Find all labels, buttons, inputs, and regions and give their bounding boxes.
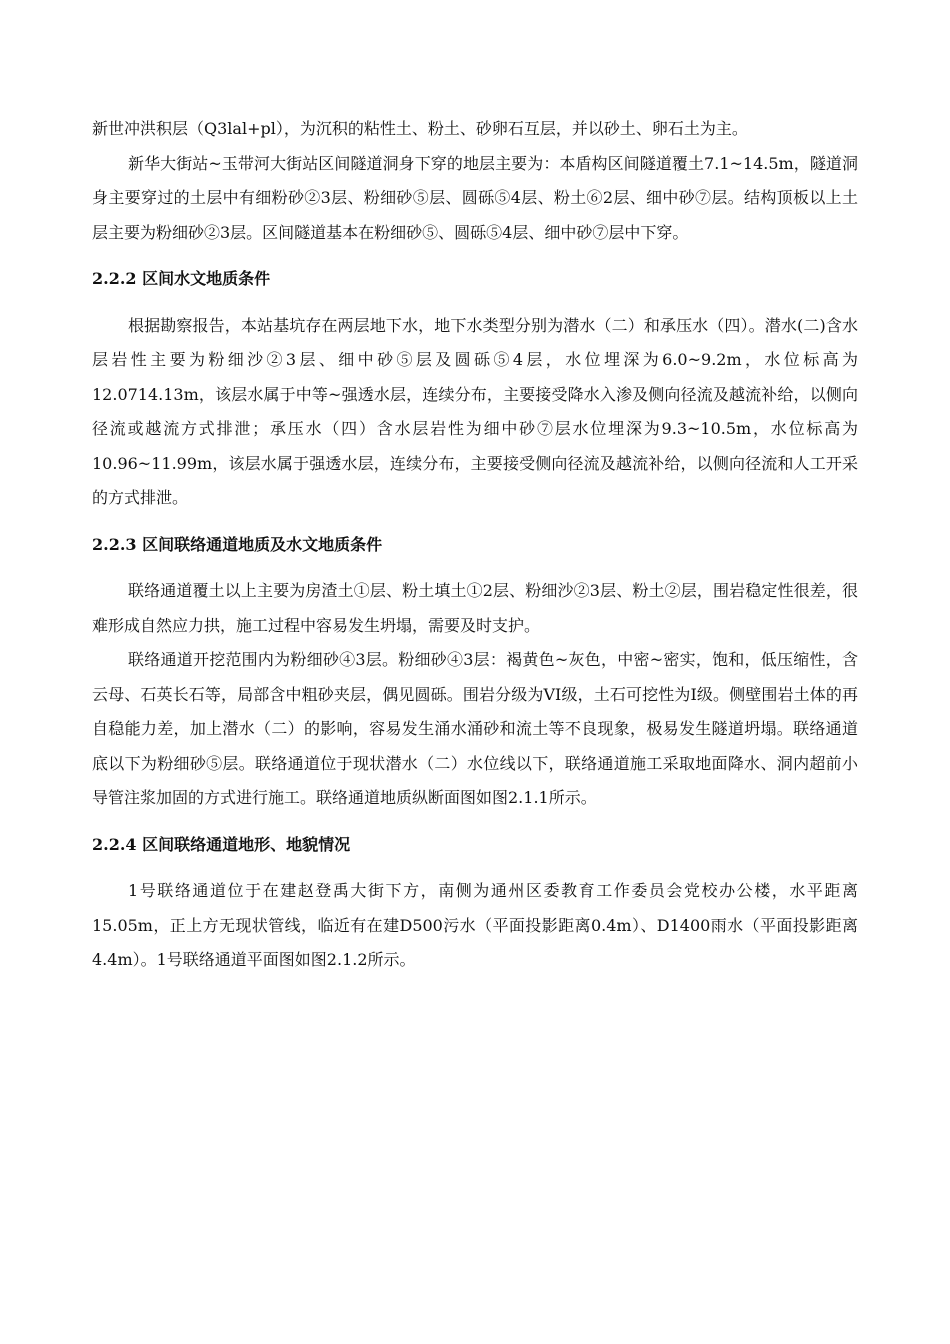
document-page [92, 112, 858, 978]
paragraph-tunnel-strata: 新华大街站~玉带河大街站区间隧道洞身下穿的地层主要为：本盾构区间隧道覆土7.1~14.5m，隧道洞身主要穿过的土层中有细粉砂②3层、粉细砂⑤层、圆砾⑤4层、粉土⑥2层、细中砂⑦层。结构顶板以上土层主要为粉细砂②3层。区间隧道基本在粉细砂⑤、圆砾⑤4层、细中砂⑦层中下穿。 [92, 153, 858, 242]
paragraph-groundwater: 根据勘察报告，本站基坑存在两层地下水，地下水类型分别为潜水（二）和承压水（四）。潜水(二)含水层岩性主要为粉细沙②3层、细中砂⑤层及圆砾⑤4层，水位埋深为6.0~9.2m，水位标高为12.0714.13m，该层水属于中等~强透水层，连续分布，主要接受降水入渗及侧向径流及越流补给，以侧向径流或越流方式排泄；承压水（四）含水层岩性为细中砂⑦层水位埋深为9.3~10.5m，水位标高为10.96~11.99m，该层水属于强透水层，连续分布，主要接受侧向径流及越流补给，以侧向径流和人工开采的方式排泄。 [92, 315, 858, 507]
paragraph-passage-cover: 联络通道覆土以上主要为房渣土①层、粉土填土①2层、粉细沙②3层、粉土②层，围岩稳定性很差，很难形成自然应力拱，施工过程中容易发生坍塌，需要及时支护。 [92, 581, 858, 635]
heading-passage-geology: 2.2.3 区间联络通道地质及水文地质条件 [92, 534, 383, 554]
section-gap [92, 816, 858, 828]
section-gap [92, 250, 858, 262]
section-gap [92, 516, 858, 528]
section-gap [92, 862, 858, 874]
paragraph-passage-location: 1号联络通道位于在建赵登禹大街下方，南侧为通州区委教育工作委员会党校办公楼，水平距离15.05m，正上方无现状管线，临近有在建D500污水（平面投影距离0.4m）、D1400雨水（平面投影距离4.4m）。1号联络通道平面图如图2.1.2所示。 [92, 881, 858, 969]
paragraph-stratum-continued: 新世冲洪积层（Q3lal+pl），为沉积的粘性土、粉土、砂卵石互层，并以砂土、卵石土为主。 [92, 119, 748, 138]
heading-hydrogeology: 2.2.2 区间水文地质条件 [92, 269, 271, 288]
paragraph-passage-excavation: 联络通道开挖范围内为粉细砂④3层。粉细砂④3层：褐黄色~灰色，中密~密实，饱和，低压缩性，含云母、石英长石等，局部含中粗砂夹层，偶见圆砾。围岩分级为VI级，土石可挖性为I级。侧壁围岩土体的再自稳能力差，加上潜水（二）的影响，容易发生涌水涌砂和流土等不良现象，极易发生隧道坍塌。联络通道底以下为粉细砂⑤层。联络通道位于现状潜水（二）水位线以下，联络通道施工采取地面降水、洞内超前小导管注浆加固的方式进行施工。联络通道地质纵断面图如图2.1.1所示。 [92, 650, 858, 807]
heading-passage-terrain: 2.2.4 区间联络通道地形、地貌情况 [92, 834, 351, 854]
section-gap [92, 297, 858, 309]
section-gap [92, 562, 858, 574]
